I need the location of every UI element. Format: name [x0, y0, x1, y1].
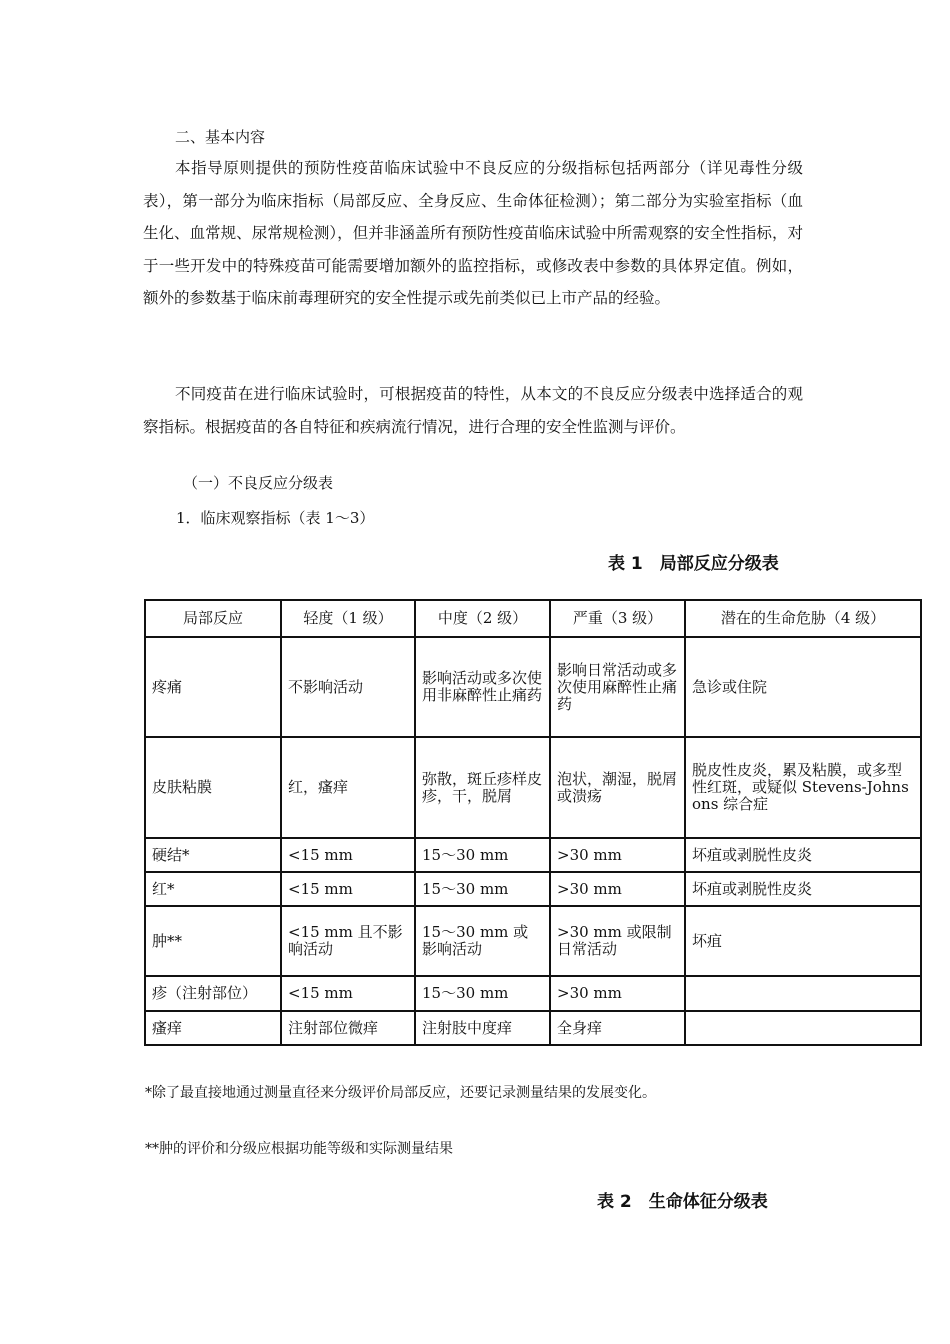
table-cell: 肿** [145, 906, 281, 976]
table-cell: 影响日常活动或多次使用麻醉性止痛药 [550, 637, 685, 737]
table-cell: <15 mm 且不影响活动 [281, 906, 415, 976]
table-cell: 硬结* [145, 838, 281, 872]
table-cell: 弥散，斑丘疹样皮疹，干，脱屑 [415, 737, 550, 838]
section-heading: 二、基本内容 [175, 128, 266, 146]
table-cell: 红，瘙痒 [281, 737, 415, 838]
table-cell: 疹（注射部位） [145, 976, 281, 1011]
paragraph-selection: 不同疫苗在进行临床试验时，可根据疫苗的特性，从本文的不良反应分级表中选择适合的观察指标。根据疫苗的各自特征和疾病流行情况，进行合理的安全性监测与评价。 [143, 385, 803, 436]
table-row [145, 872, 921, 906]
table-cell: 注射部位微痒 [281, 1011, 415, 1045]
table-cell: 坏疽或剥脱性皮炎 [685, 838, 921, 872]
table-cell: <15 mm [281, 872, 415, 906]
subheading-clinical-indicators: 1．临床观察指标（表 1～3） [176, 509, 375, 527]
table-cell: 急诊或住院 [685, 637, 921, 737]
table-cell [685, 1011, 921, 1045]
table-cell: 脱皮性皮炎，累及粘膜，或多型性红斑，或疑似 Stevens-Johnsons 综合症 [685, 737, 921, 838]
footnote-measurement: *除了最直接地通过测量直径来分级评价局部反应，还要记录测量结果的发展变化。 [145, 1085, 656, 1101]
table-cell: 皮肤粘膜 [145, 737, 281, 838]
table-header-cell: 局部反应 [145, 600, 281, 637]
table-cell: 不影响活动 [281, 637, 415, 737]
table-cell: 疼痛 [145, 637, 281, 737]
table-cell: >30 mm [550, 838, 685, 872]
subheading-grading-tables: （一）不良反应分级表 [183, 474, 334, 492]
table-cell: <15 mm [281, 976, 415, 1011]
table-header-cell: 潜在的生命危胁（4 级） [685, 600, 921, 637]
table1-title: 表 1 局部反应分级表 [608, 554, 779, 574]
table-cell: <15 mm [281, 838, 415, 872]
table-row [145, 976, 921, 1011]
table-cell: >30 mm [550, 976, 685, 1011]
table-cell: 影响活动或多次使用非麻醉性止痛药 [415, 637, 550, 737]
table-cell: 15～30 mm [415, 838, 550, 872]
table-cell: 泡状，潮湿，脱屑或溃疡 [550, 737, 685, 838]
paragraph-intro: 本指导原则提供的预防性疫苗临床试验中不良反应的分级指标包括两部分（详见毒性分级表），第一部分为临床指标（局部反应、全身反应、生命体征检测）；第二部分为实验室指标（血生化、血常规、尿常规检测），但并非涵盖所有预防性疫苗临床试验中所需观察的安全性指标，对于一些开发中的特殊疫苗可能需要增加额外的监控指标，或修改表中参数的具体界定值。例如，额外的参数基于临床前毒理研究的安全性提示或先前类似已上市产品的经验。 [143, 159, 803, 307]
table-cell: 15～30 mm [415, 872, 550, 906]
table-cell: 坏疽 [685, 906, 921, 976]
table-header-cell: 严重（3 级） [550, 600, 685, 637]
table-row [145, 637, 921, 737]
table-row [145, 838, 921, 872]
local-reaction-table [144, 599, 922, 1046]
table-cell: 全身痒 [550, 1011, 685, 1045]
table-row [145, 906, 921, 976]
table-header-cell: 轻度（1 级） [281, 600, 415, 637]
table-cell: 15～30 mm [415, 976, 550, 1011]
table-cell: 坏疽或剥脱性皮炎 [685, 872, 921, 906]
table-cell: 15～30 mm 或影响活动 [415, 906, 550, 976]
table-header-row [145, 600, 921, 637]
footnote-swelling: **肿的评价和分级应根据功能等级和实际测量结果 [145, 1141, 453, 1157]
table-cell: >30 mm 或限制日常活动 [550, 906, 685, 976]
table2-title: 表 2 生命体征分级表 [597, 1192, 768, 1212]
table-cell [685, 976, 921, 1011]
table-cell: 红* [145, 872, 281, 906]
table-row [145, 737, 921, 838]
table-cell: 瘙痒 [145, 1011, 281, 1045]
table-cell: 注射肢中度痒 [415, 1011, 550, 1045]
table-header-cell: 中度（2 级） [415, 600, 550, 637]
table-row [145, 1011, 921, 1045]
table-cell: >30 mm [550, 872, 685, 906]
